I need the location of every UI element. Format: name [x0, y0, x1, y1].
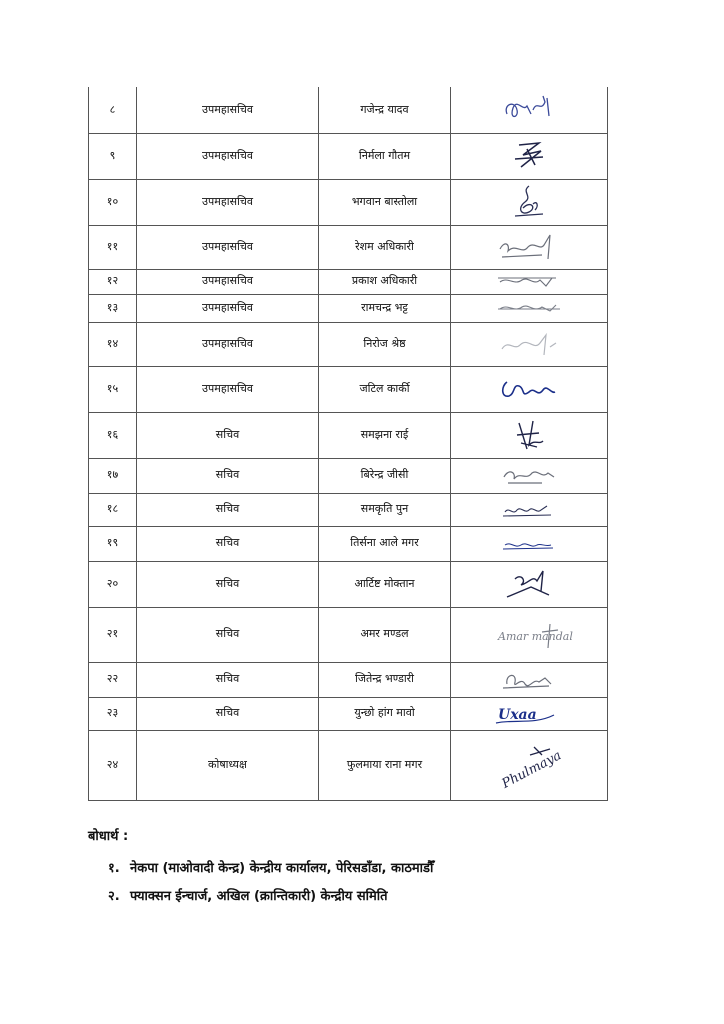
- post-title: उपमहासचिव: [137, 87, 319, 133]
- member-name: अमर मण्डल: [319, 607, 451, 662]
- member-name: युन्छो हांग मावो: [319, 697, 451, 730]
- serial-number: २०: [89, 561, 137, 607]
- member-name: गजेन्द्र यादव: [319, 87, 451, 133]
- serial-number: १०: [89, 179, 137, 225]
- serial-number: २३: [89, 697, 137, 730]
- table-row: [89, 662, 608, 697]
- cc-item: [108, 886, 388, 904]
- table-row: [89, 730, 608, 800]
- table-row: [89, 133, 608, 179]
- table-row: [89, 322, 608, 366]
- table-row: [89, 87, 608, 133]
- signature: [451, 225, 608, 269]
- signature: [451, 294, 608, 322]
- signature: [451, 366, 608, 412]
- serial-number: १९: [89, 526, 137, 561]
- member-name: जितेन्द्र भण्डारी: [319, 662, 451, 697]
- signature: [451, 133, 608, 179]
- member-name: निरोज श्रेष्ठ: [319, 322, 451, 366]
- post-title: कोषाध्यक्ष: [137, 730, 319, 800]
- table-row: [89, 493, 608, 526]
- table-row: [89, 561, 608, 607]
- post-title: उपमहासचिव: [137, 322, 319, 366]
- serial-number: १६: [89, 412, 137, 458]
- table-row: [89, 412, 608, 458]
- table-row: [89, 366, 608, 412]
- table-row: [89, 607, 608, 662]
- serial-number: १८: [89, 493, 137, 526]
- signature-table: [88, 87, 608, 801]
- serial-number: ११: [89, 225, 137, 269]
- signature: [451, 607, 608, 662]
- cc-item: [108, 858, 433, 876]
- member-name: आर्टिष्ट मोक्तान: [319, 561, 451, 607]
- signature: [451, 493, 608, 526]
- post-title: सचिव: [137, 662, 319, 697]
- post-title: सचिव: [137, 607, 319, 662]
- signature: [451, 730, 608, 800]
- serial-number: १४: [89, 322, 137, 366]
- table-row: [89, 179, 608, 225]
- signature: [451, 458, 608, 493]
- serial-number: १२: [89, 269, 137, 294]
- serial-number: २४: [89, 730, 137, 800]
- member-name: रामचन्द्र भट्ट: [319, 294, 451, 322]
- signature: [451, 269, 608, 294]
- post-title: उपमहासचिव: [137, 133, 319, 179]
- member-name: निर्मला गौतम: [319, 133, 451, 179]
- serial-number: ८: [89, 87, 137, 133]
- post-title: उपमहासचिव: [137, 366, 319, 412]
- member-name: जटिल कार्की: [319, 366, 451, 412]
- signature: [451, 526, 608, 561]
- member-name: फुलमाया राना मगर: [319, 730, 451, 800]
- post-title: उपमहासचिव: [137, 179, 319, 225]
- cc-text: नेकपा (माओवादी केन्द्र) केन्द्रीय कार्यालय, पेरिसडाँडा, काठमाडौँ: [130, 861, 434, 876]
- serial-number: १७: [89, 458, 137, 493]
- cc-number: २.: [108, 889, 120, 904]
- signature-text: Phulmaya: [499, 748, 564, 792]
- cc-number: १.: [108, 861, 120, 876]
- post-title: सचिव: [137, 412, 319, 458]
- member-name: प्रकाश अधिकारी: [319, 269, 451, 294]
- table-row: [89, 225, 608, 269]
- serial-number: २१: [89, 607, 137, 662]
- signature: [451, 412, 608, 458]
- member-name: समझना राई: [319, 412, 451, 458]
- signature-text: Amar mandal: [498, 629, 573, 643]
- post-title: उपमहासचिव: [137, 294, 319, 322]
- table-row: [89, 458, 608, 493]
- serial-number: २२: [89, 662, 137, 697]
- table-row: [89, 526, 608, 561]
- table-row: [89, 269, 608, 294]
- member-name: रेशम अधिकारी: [319, 225, 451, 269]
- cc-text: फ्याक्सन ईन्चार्ज, अखिल (क्रान्तिकारी) केन्द्रीय समिति: [130, 889, 388, 904]
- member-name: बिरेन्द्र जीसी: [319, 458, 451, 493]
- member-name: समकृति पुन: [319, 493, 451, 526]
- signature: [451, 322, 608, 366]
- post-title: सचिव: [137, 526, 319, 561]
- signature: [451, 179, 608, 225]
- serial-number: ९: [89, 133, 137, 179]
- post-title: सचिव: [137, 697, 319, 730]
- signature: [451, 561, 608, 607]
- signature: [451, 697, 608, 730]
- member-name: भगवान बास्तोला: [319, 179, 451, 225]
- table-row: [89, 697, 608, 730]
- post-title: सचिव: [137, 493, 319, 526]
- table-row: [89, 294, 608, 322]
- signature: [451, 87, 608, 133]
- member-name: तिर्सना आले मगर: [319, 526, 451, 561]
- serial-number: १३: [89, 294, 137, 322]
- post-title: सचिव: [137, 458, 319, 493]
- post-title: उपमहासचिव: [137, 225, 319, 269]
- signature: [451, 662, 608, 697]
- post-title: उपमहासचिव: [137, 269, 319, 294]
- post-title: सचिव: [137, 561, 319, 607]
- footer-heading: बोधार्थ :: [88, 829, 129, 844]
- serial-number: १५: [89, 366, 137, 412]
- signature-text: Uxaa: [498, 706, 537, 723]
